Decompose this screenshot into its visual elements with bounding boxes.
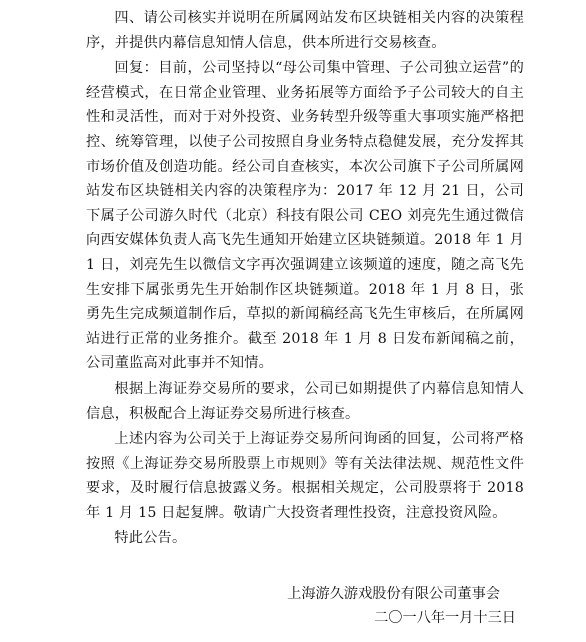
reply-paragraph: 回复：目前，公司坚持以“母公司集中管理、子公司独立运营”的经营模式，在日常企业管理、业务拓展等方面给予子公司较大的自主性和灵活性，而对于对外投资、业务转型升级等重大事项实施严格把控、统筹管理，以使子公司按照自身业务特点稳健发展，充分发挥其市场价值及创造功能。经公司自查核实，本次公司旗下子公司所属网站发布区块链相关内容的决策程序为：2017 年 12 月 21 日，公司下属子公司游久时代（北京）科技有限公司 CEO 刘亮先生通过微信向西安媒体负责人高飞先生通知开始建立区块链频道。2018 年 1 月 1 日，刘亮先生以微信文字再次强调建立该频道的速度，随之高飞先生安排下属张勇先生开始制作区块链频道。2018 年 1 月 8 日，张勇先生完成频道制作后，草拟的新闻稿经高飞先生审核后，在所属网站进行正常的业务推介。截至 2018 年 1 月 8 日发布新闻稿之前，公司董监高对此事并不知情。 <box>86 60 524 372</box>
question-four-paragraph: 四、请公司核实并说明在所属网站发布区块链相关内容的决策程序，并提供内幕信息知情人信息，供本所进行交易核查。 <box>86 10 524 51</box>
resumption-paragraph: 上述内容为公司关于上海证券交易所问询函的回复，公司将严格按照《上海证券交易所股票上市规则》等有关法律法规、规范性文件要求，及时履行信息披露义务。根据相关规定，公司股票将于 2018 年 1 月 15 日起复牌。敬请广大投资者理性投资，注意投资风险。 <box>86 431 524 521</box>
signature-date: 二〇一八年一月十三日 <box>374 610 516 626</box>
insider-info-paragraph: 根据上海证券交易所的要求，公司已如期提供了内幕信息知情人信息，积极配合上海证券交易所进行核查。 <box>86 380 524 422</box>
signature-organization: 上海游久游戏股份有限公司董事会 <box>287 586 500 602</box>
closing-paragraph: 特此公告。 <box>114 530 187 547</box>
